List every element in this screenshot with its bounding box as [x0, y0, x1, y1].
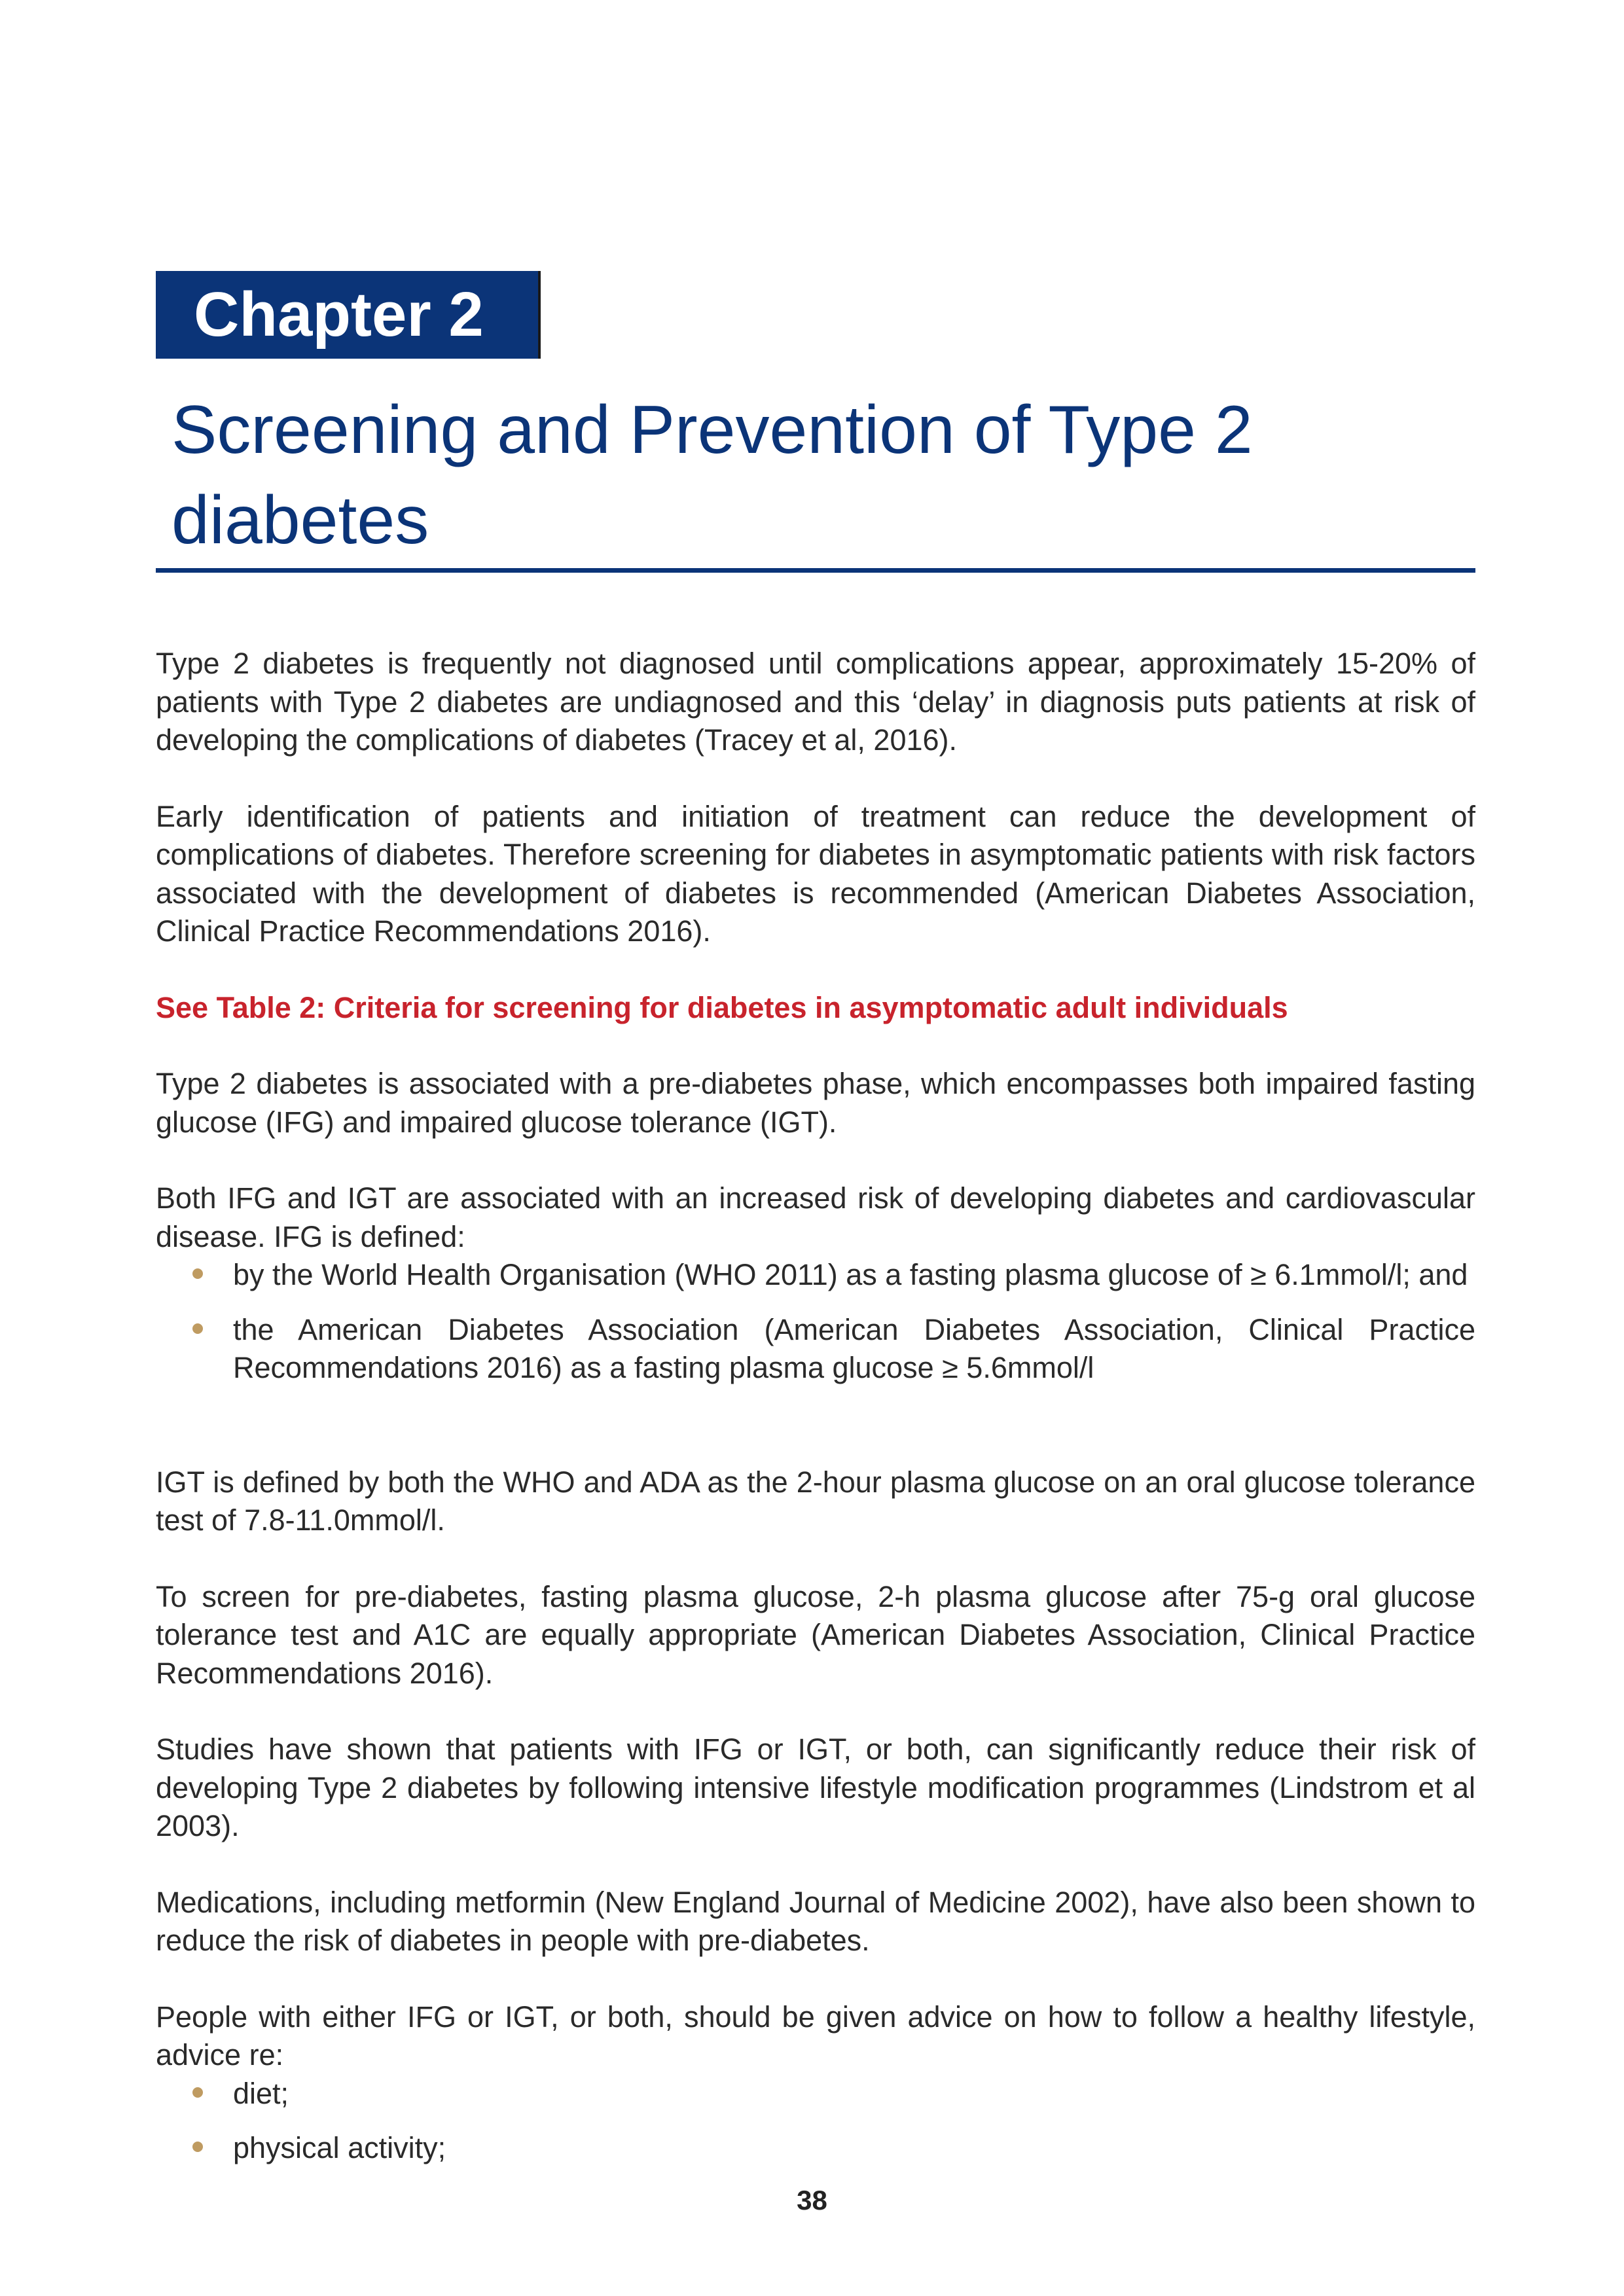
paragraph-medications: Medications, including metformin (New England Journal of Medicine 2002), have also been shown to reduce the risk of diabetes in people with pre-diabetes.	[156, 1885, 1475, 1957]
chapter-label-box	[156, 271, 541, 359]
list-item-text: the American Diabetes Association (American Diabetes Association, Clinical Practice Recommendations 2016) as a fasting plasma glucose ≥ 5.6mmol/l	[233, 1312, 1475, 1384]
paragraph-screening-methods: To screen for pre-diabetes, fasting plasma glucose, 2-h plasma glucose after 75-g oral glucose tolerance test and A1C are equally appropriate (American Diabetes Association, Clinical Practice Recommendations 2016).	[156, 1579, 1475, 1690]
paragraph-lifestyle-studies: Studies have shown that patients with IFG or IGT, or both, can significantly reduce their risk of developing Type 2 diabetes by following intensive lifestyle modification programmes (Lindstrom et al 2003).	[156, 1732, 1475, 1842]
paragraph-pre-diabetes: Type 2 diabetes is associated with a pre-diabetes phase, which encompasses both impaired fasting glucose (IFG) and impaired glucose tolerance (IGT).	[156, 1067, 1475, 1139]
paragraph-undiagnosed: Type 2 diabetes is frequently not diagnosed until complications appear, approximately 15-20% of patients with Type 2 diabetes are undiagnosed and this ‘delay’ in diagnosis puts patients at risk of developing the complications of diabetes (Tracey et al, 2016).	[156, 647, 1475, 757]
list-item-text: physical activity;	[233, 2131, 446, 2164]
paragraph-healthy-lifestyle: People with either IFG or IGT, or both, should be given advice on how to follow a healthy lifestyle, advice re:	[156, 2000, 1475, 2072]
advice-list	[156, 2075, 1475, 2168]
bullet-icon	[192, 2142, 203, 2152]
title-divider	[156, 568, 1475, 573]
list-item	[233, 1256, 1475, 1295]
bullet-icon	[192, 2087, 203, 2098]
page-title: Screening and Prevention of Type 2 diabetes	[171, 392, 1253, 558]
ifg-definition-list	[156, 1256, 1475, 1388]
bullet-icon	[192, 1268, 203, 1279]
list-item-text: by the World Health Organisation (WHO 2011) as a fasting plasma glucose of ≥ 6.1mmol/l; and	[233, 1258, 1468, 1291]
list-item	[233, 2075, 1475, 2113]
bullet-icon	[192, 1323, 203, 1334]
chapter-label: Chapter 2	[194, 279, 484, 350]
paragraph-igt-definition: IGT is defined by both the WHO and ADA as the 2-hour plasma glucose on an oral glucose tolerance test of 7.8-11.0mmol/l.	[156, 1465, 1475, 1537]
list-item-text: diet;	[233, 2076, 289, 2110]
table-reference: See Table 2: Criteria for screening for diabetes in asymptomatic adult individuals	[156, 990, 1288, 1024]
body-content	[156, 645, 1475, 2206]
page-number: 38	[797, 2185, 827, 2215]
list-item	[233, 1311, 1475, 1388]
list-item	[233, 2129, 1475, 2168]
paragraph-ifg-definition: Both IFG and IGT are associated with an increased risk of developing diabetes and cardiovascular disease. IFG is defined:	[156, 1181, 1475, 1253]
paragraph-early-identification: Early identification of patients and initiation of treatment can reduce the development of complications of diabetes. Therefore screening for diabetes in asymptomatic patients with risk factors associated with the development of diabetes is recommended (American Diabetes Association, Clinical Practice Recommendations 2016).	[156, 799, 1475, 948]
